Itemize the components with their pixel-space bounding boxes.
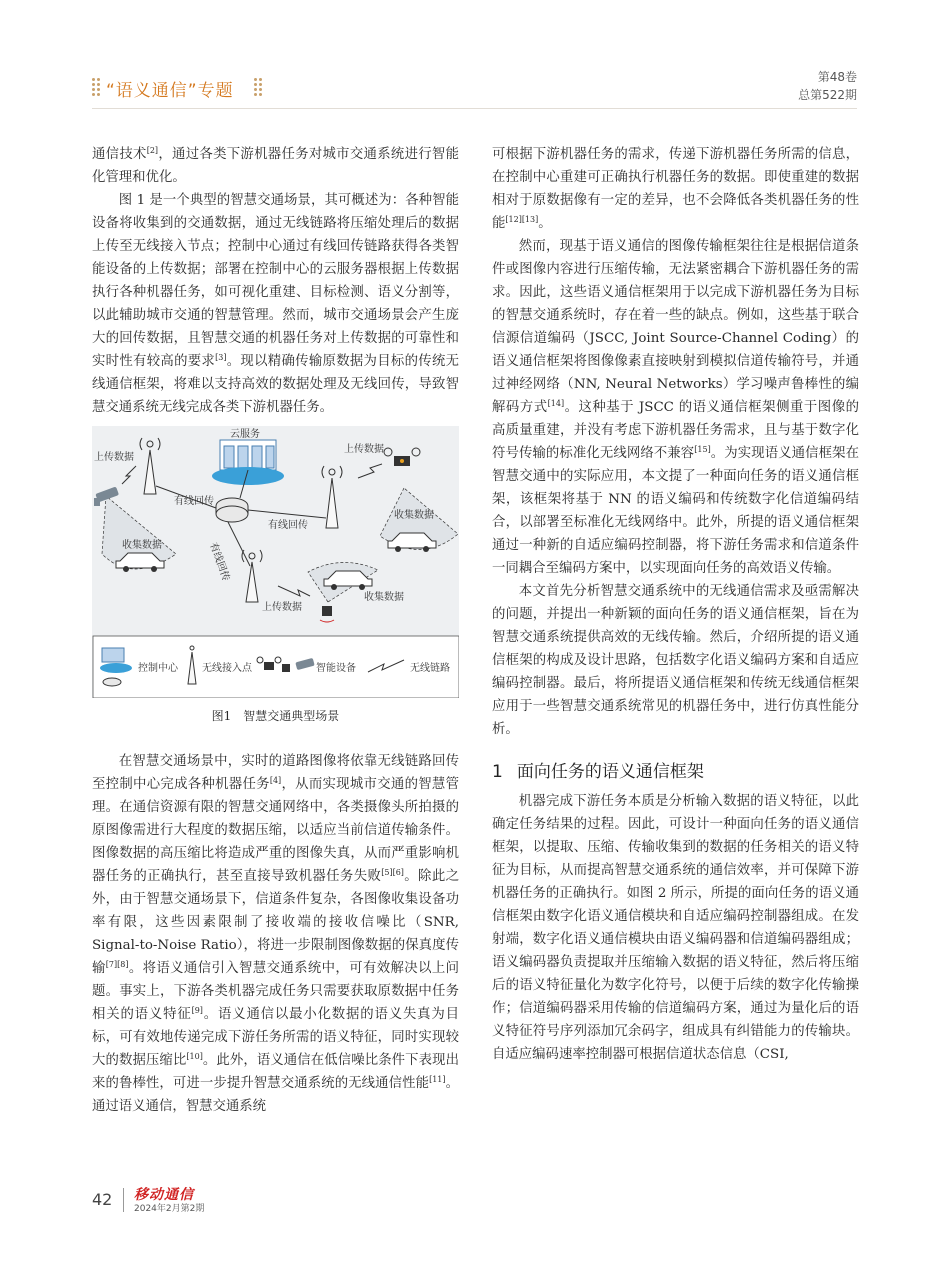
right-paragraph-2: 然而，现基于语义通信的图像传输框架往往是根据信道条件或图像内容进行压缩传输，无法紧密耦合下游机器任务的需求。因此，这些语义通信框架用于以完成下游机器任务为目标的智慧交通系统时，存在着一些的缺点。例如，这些基于联合信源信道编码（JSCC, Joint Source-Channel Coding）的语义通信框架将图像像素直接映射到模拟信道传输符号，并通过神经网络（NN, Neural Networks）学习噪声鲁棒性的编解码方式[14]。这种基于 JSCC 的语义通信框架侧重于图像的高质量重建，并没有考虑下游机器任务需求，且与基于数字化符号传输的标准化无线网络不兼容[15]。为实现语义通信框架在智慧交通中的实际应用，本文提了一种面向任务的语义通信框架，该框架将基于 NN 的语义编码和传统数字化信道编码结合，以部署至标准化无线网络中。此外，所提的语义通信框架通过一种新的自适应编码控制器，将下游任务需求和信道条件一同耦合至编码方案中，以实现面向任务的高效语义传输。 bbox=[492, 239, 860, 576]
citation[interactable]: [15] bbox=[694, 445, 711, 454]
label-collect-bottom: 收集数据 bbox=[364, 592, 404, 603]
journal-logo: 移动通信 bbox=[134, 1187, 194, 1203]
left-paragraph-3: 在智慧交通场景中，实时的道路图像将依靠无线链路回传至控制中心完成各种机器任务[4]，从而实现城市交通的智慧管理。在通信资源有限的智慧交通网络中，各类摄像头所拍摄的原图像需进行大程度的数据压缩，以适应当前信道传输条件。图像数据的高压缩比将造成严重的图像失真，从而严重影响机器任务的正确执行，甚至直接导致机器任务失败[5][6]。除此之外，由于智慧交通场景下，信道条件复杂，各图像收集设备功率有限，这些因素限制了接收端的接收信噪比（SNR, Signal-to-Noise Ratio），将进一步限制图像数据的保真度传输[7][8]。将语义通信引入智慧交通系统中，可有效解决以上问题。事实上，下游各类机器完成任务只需要获取原数据中任务相关的语义特征[9]。语义通信以最小化数据的语义失真为目标，可有效地传递完成下游任务所需的语义特征，同时实现较大的数据压缩比[10]。此外，语义通信在低信噪比条件下表现出来的鲁棒性，可进一步提升智慧交通系统的无线通信性能[11]。通过语义通信，智慧交通系统 bbox=[92, 754, 460, 1114]
section-heading bbox=[492, 761, 859, 784]
issue-date: 2024年2月第2期 bbox=[134, 1204, 205, 1214]
citation[interactable]: [11] bbox=[429, 1075, 446, 1084]
label-collect-right: 收集数据 bbox=[394, 510, 434, 521]
citation[interactable]: [5][6] bbox=[381, 868, 404, 877]
legend-smart-device: 智能设备 bbox=[316, 663, 356, 674]
issue-total: 总第522期 bbox=[798, 88, 857, 102]
figure-1-caption: 图1 智慧交通典型场景 bbox=[211, 709, 340, 723]
right-paragraph-3: 本文首先分析智慧交通系统中的无线通信需求及亟需解决的问题，并提出一种新颖的面向任务的语义通信框架，旨在为智慧交通系统提供高效的无线传输。然后，介绍所提的语义通信框架的构成及设计思路，包括数字化语义编码方案和自适应编码控制器。最后，将所提语义通信框架和传统无线通信框架应用于一些智慧交通系统常见的机器任务中，进行仿真性能分析。 bbox=[492, 584, 859, 737]
legend-wireless-link: 无线链路 bbox=[410, 663, 450, 674]
legend-access-point: 无线接入点 bbox=[202, 663, 252, 674]
right-paragraph-4: 机器完成下游任务本质是分析输入数据的语义特征，以此确定任务结果的过程。因此，可设计一种面向任务的语义通信框架，以提取、压缩、传输收集到的数据的任务相关的语义特征为目标，从而提高智慧交通系统的通信效率，并可保障下游机器任务的正确执行。如图 2 所示，所提的面向任务的语义通信框架由数字化语义通信模块和自适应编码控制器组成。在发射端，数字化语义通信模块由语义编码器和信道编码器组成；语义编码器负责提取并压缩输入数据的语义特征，然后将压缩后的语义特征量化为数字化符号，以便于后续的数字化传输操作；信道编码器采用传输的信道编码方案，通过为量化后的语义特征符号序列添加冗余码字，组成具有纠错能力的传输块。自适应编码速率控制器可根据信道状态信息（CSI, bbox=[492, 794, 859, 1062]
figure-legend bbox=[93, 636, 459, 698]
section-number: 1 bbox=[492, 762, 503, 782]
page-number: 42 bbox=[92, 1190, 113, 1209]
topic-title: “语义通信”专题 bbox=[106, 81, 234, 101]
legend-control-center: 控制中心 bbox=[138, 663, 178, 674]
label-upload-bottom: 上传数据 bbox=[262, 602, 302, 613]
volume-info bbox=[798, 68, 857, 104]
label-wired-3: 有线回传 bbox=[207, 541, 232, 583]
citation[interactable]: [14] bbox=[547, 399, 565, 408]
footer-divider bbox=[123, 1188, 124, 1212]
right-paragraph-1: 可根据下游机器任务的需求，传递下游机器任务所需的信息，在控制中心重建可正确执行机器任务的数据。即使重建的数据相对于原数据像有一定的差异，也不会降低各类机器任务的性能[12][13]。 bbox=[492, 147, 859, 231]
section-title: 面向任务的语义通信框架 bbox=[516, 762, 704, 782]
cloud-server-icon bbox=[212, 440, 284, 485]
citation[interactable]: [2] bbox=[146, 146, 159, 155]
header-ornament-left bbox=[92, 78, 102, 96]
label-wired-2: 有线回传 bbox=[268, 520, 308, 531]
citation[interactable]: [12][13] bbox=[505, 215, 539, 224]
header-ornament-right bbox=[254, 78, 264, 96]
label-wired-1: 有线回传 bbox=[174, 496, 214, 507]
label-upload-left: 上传数据 bbox=[94, 452, 134, 463]
label-upload-right: 上传数据 bbox=[344, 444, 384, 455]
router-icon bbox=[216, 498, 248, 522]
left-column bbox=[92, 143, 459, 1118]
left-paragraph-1: 通信技术[2]，通过各类下游机器任务对城市交通系统进行智能化管理和优化。 bbox=[92, 146, 460, 185]
label-collect-left: 收集数据 bbox=[122, 540, 162, 551]
right-column bbox=[492, 143, 859, 1066]
citation[interactable]: [10] bbox=[186, 1052, 203, 1061]
left-paragraph-2: 图 1 是一个典型的智慧交通场景，其可概述为：各种智能设备将收集到的交通数据，通过无线链路将压缩处理后的数据上传至无线接入节点；控制中心通过有线回传链路获得各类智能设备的上传数据；部署在控制中心的云服务器根据上传数据执行各种机器任务，如可视化重建、目标检测、语义分割等，以此辅助城市交通的智慧管理。然而，城市交通场景会产生庞大的回传数据，且智慧交通的机器任务对上传数据的可靠性和实时性有较高的要求[3]。现以精确传输原数据为目标的传统无线通信框架，将难以支持高效的数据处理及无线回传，导致智慧交通系统无线完成各类下游机器任务。 bbox=[92, 193, 460, 415]
citation[interactable]: [9] bbox=[191, 1006, 203, 1015]
citation[interactable]: [3] bbox=[215, 353, 227, 362]
header-divider bbox=[92, 108, 857, 109]
volume: 第48卷 bbox=[817, 70, 857, 84]
smart-traffic-diagram bbox=[92, 426, 459, 698]
citation[interactable]: [7][8] bbox=[105, 960, 129, 969]
label-cloud: 云服务 bbox=[230, 429, 260, 440]
citation[interactable]: [4] bbox=[269, 776, 282, 785]
figure-1 bbox=[92, 426, 459, 698]
